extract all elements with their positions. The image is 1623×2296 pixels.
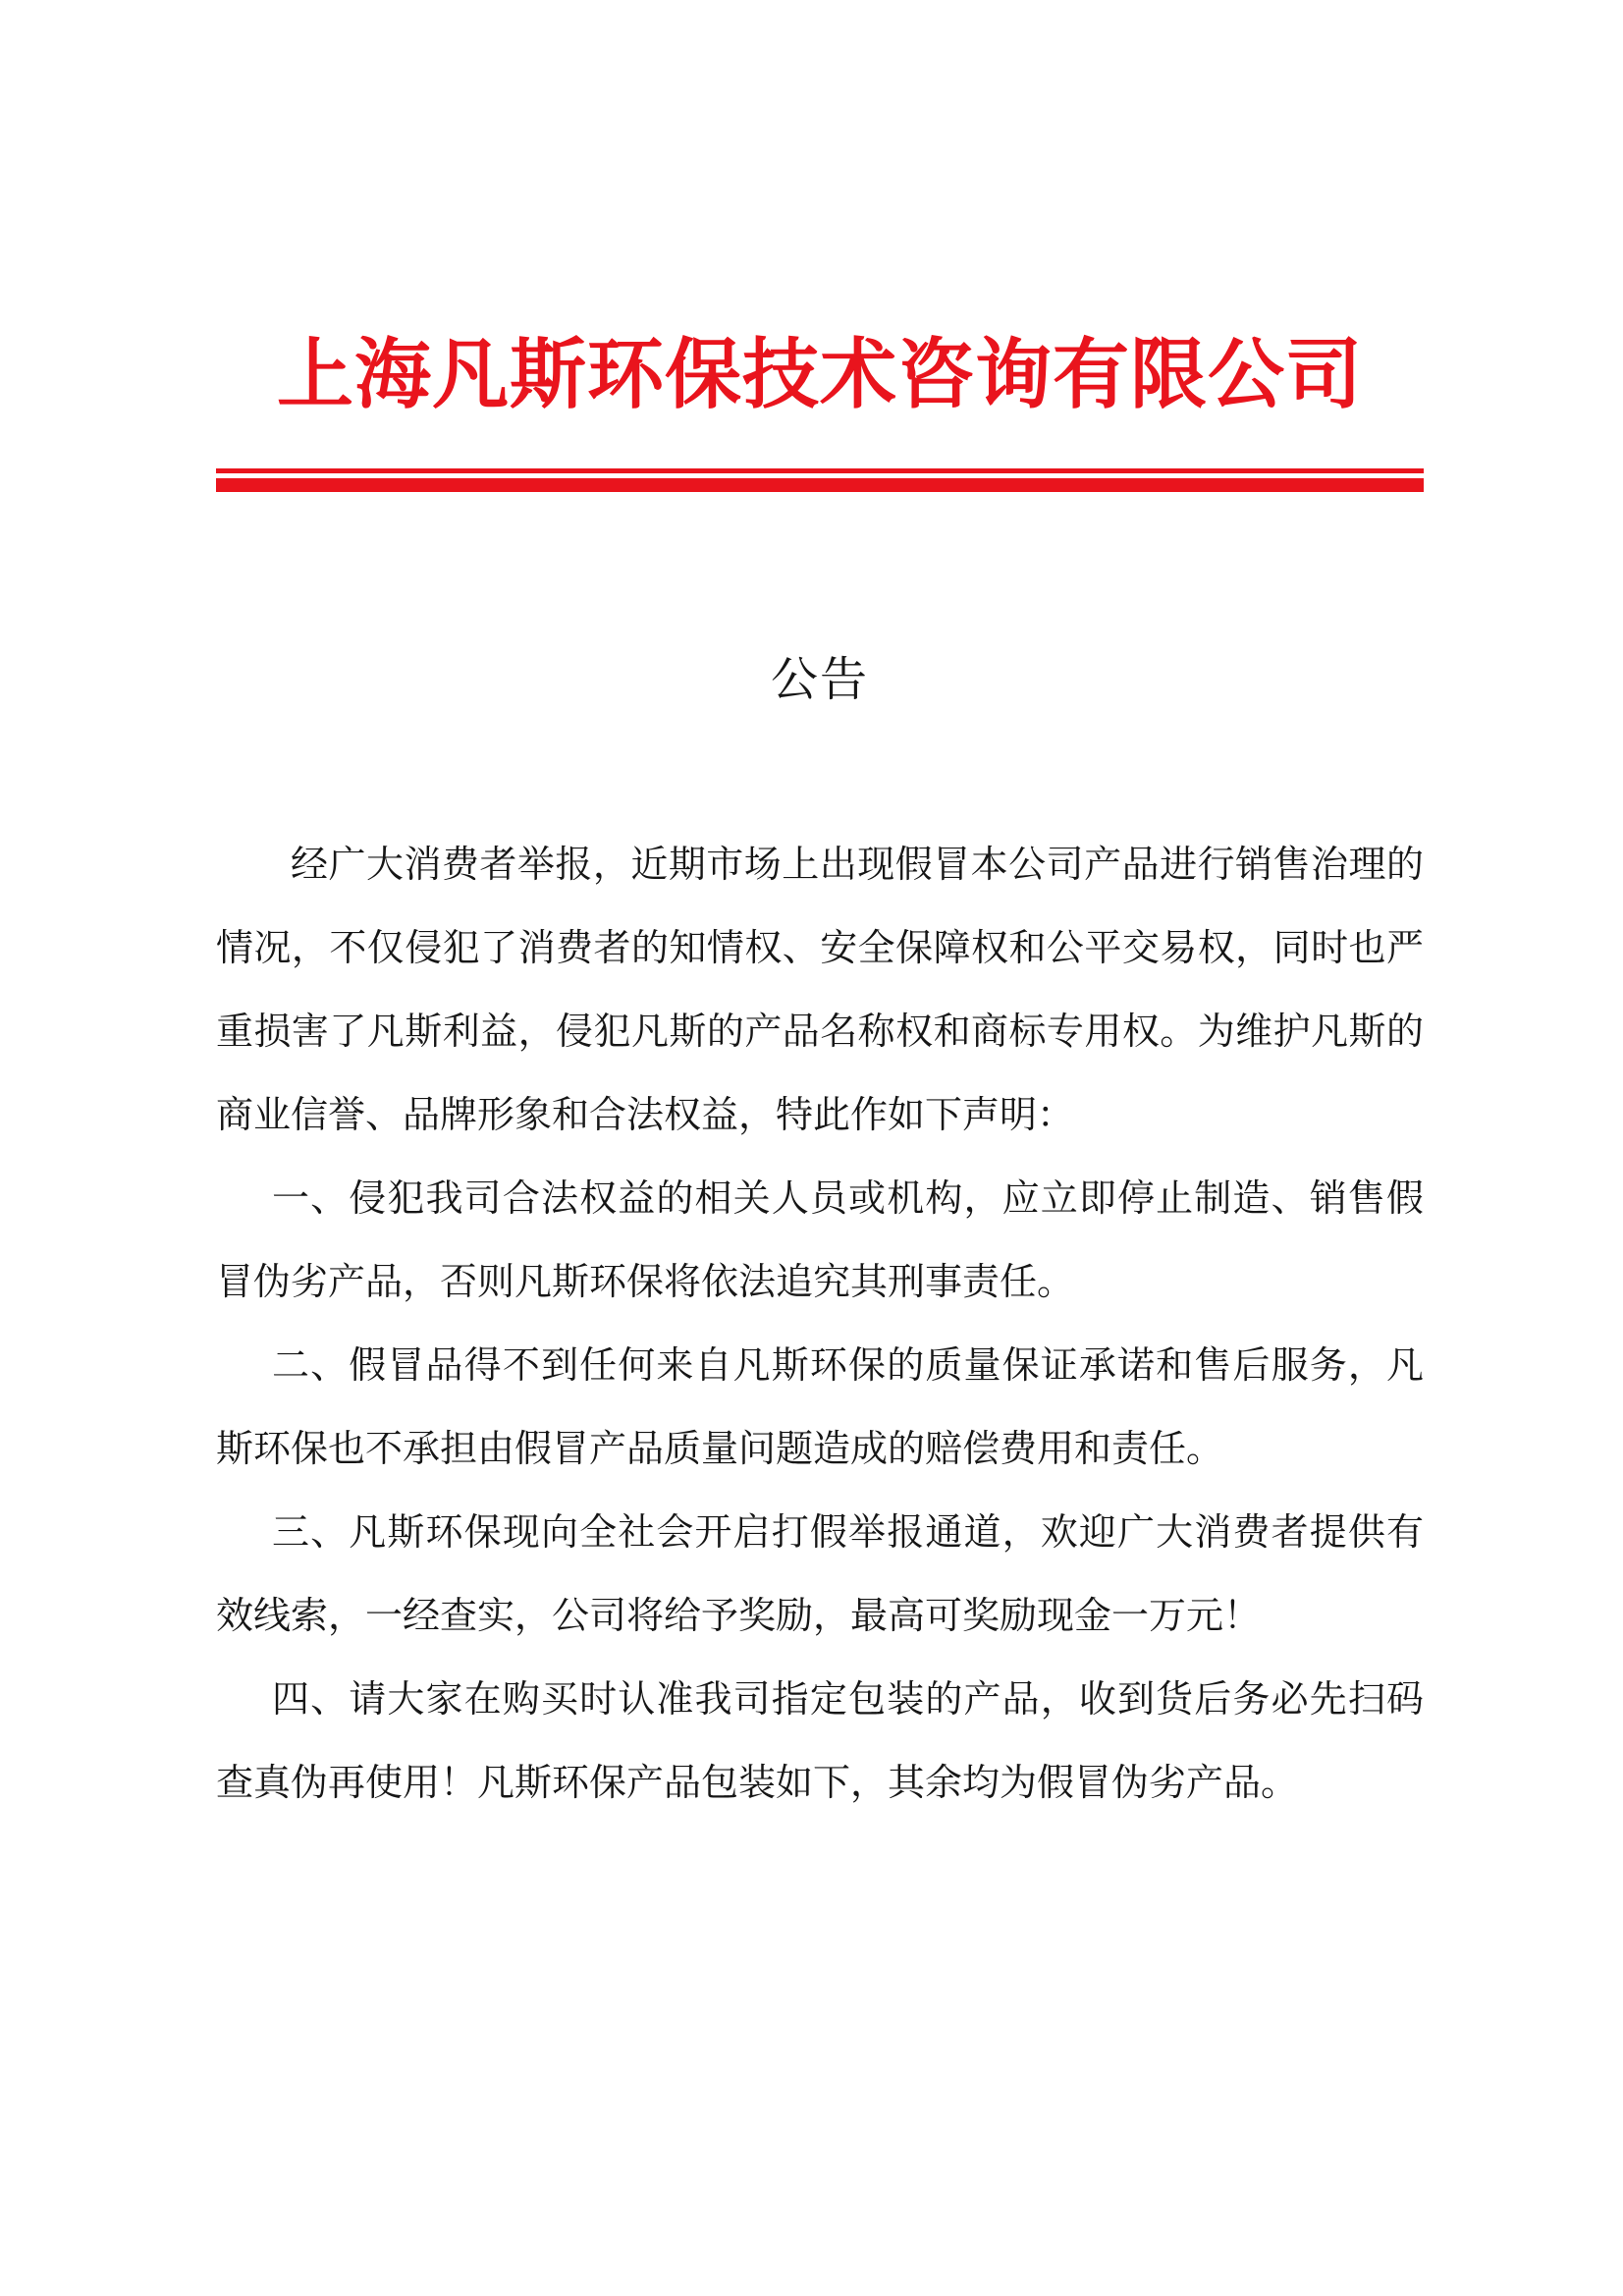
statement-item-1: 一、侵犯我司合法权益的相关人员或机构，应立即停止制造、销售假冒伪劣产品，否则凡斯环保将依法追究其刑事责任。 xyxy=(216,1178,1424,1303)
intro-paragraph: 经广大消费者举报，近期市场上出现假冒本公司产品进行销售治理的情况，不仅侵犯了消费者的知情权、安全保障权和公平交易权，同时也严重损害了凡斯利益，侵犯凡斯的产品名称权和商标专用权。为维护凡斯的商业信誉、品牌形象和合法权益，特此作如下声明： xyxy=(216,845,1424,1136)
announcement-heading: 公告 xyxy=(770,654,869,706)
letterhead-divider xyxy=(216,468,1424,492)
statement-item-4: 四、请大家在购买时认准我司指定包装的产品，收到货后务必先扫码查真伪再使用！凡斯环保产品包装如下，其余均为假冒伪劣产品。 xyxy=(216,1679,1424,1804)
divider-thin-rule xyxy=(216,468,1424,473)
announcement-body xyxy=(216,824,1424,1826)
statement-item-3: 三、凡斯环保现向全社会开启打假举报通道，欢迎广大消费者提供有效线索，一经查实，公司将给予奖励，最高可奖励现金一万元！ xyxy=(216,1512,1424,1637)
company-letterhead-title: 上海凡斯环保技术咨询有限公司 xyxy=(276,332,1363,417)
divider-thick-rule xyxy=(216,478,1424,492)
document-content xyxy=(216,332,1424,1826)
statement-item-2: 二、假冒品得不到任何来自凡斯环保的质量保证承诺和售后服务，凡斯环保也不承担由假冒产品质量问题造成的赔偿费用和责任。 xyxy=(216,1345,1424,1470)
